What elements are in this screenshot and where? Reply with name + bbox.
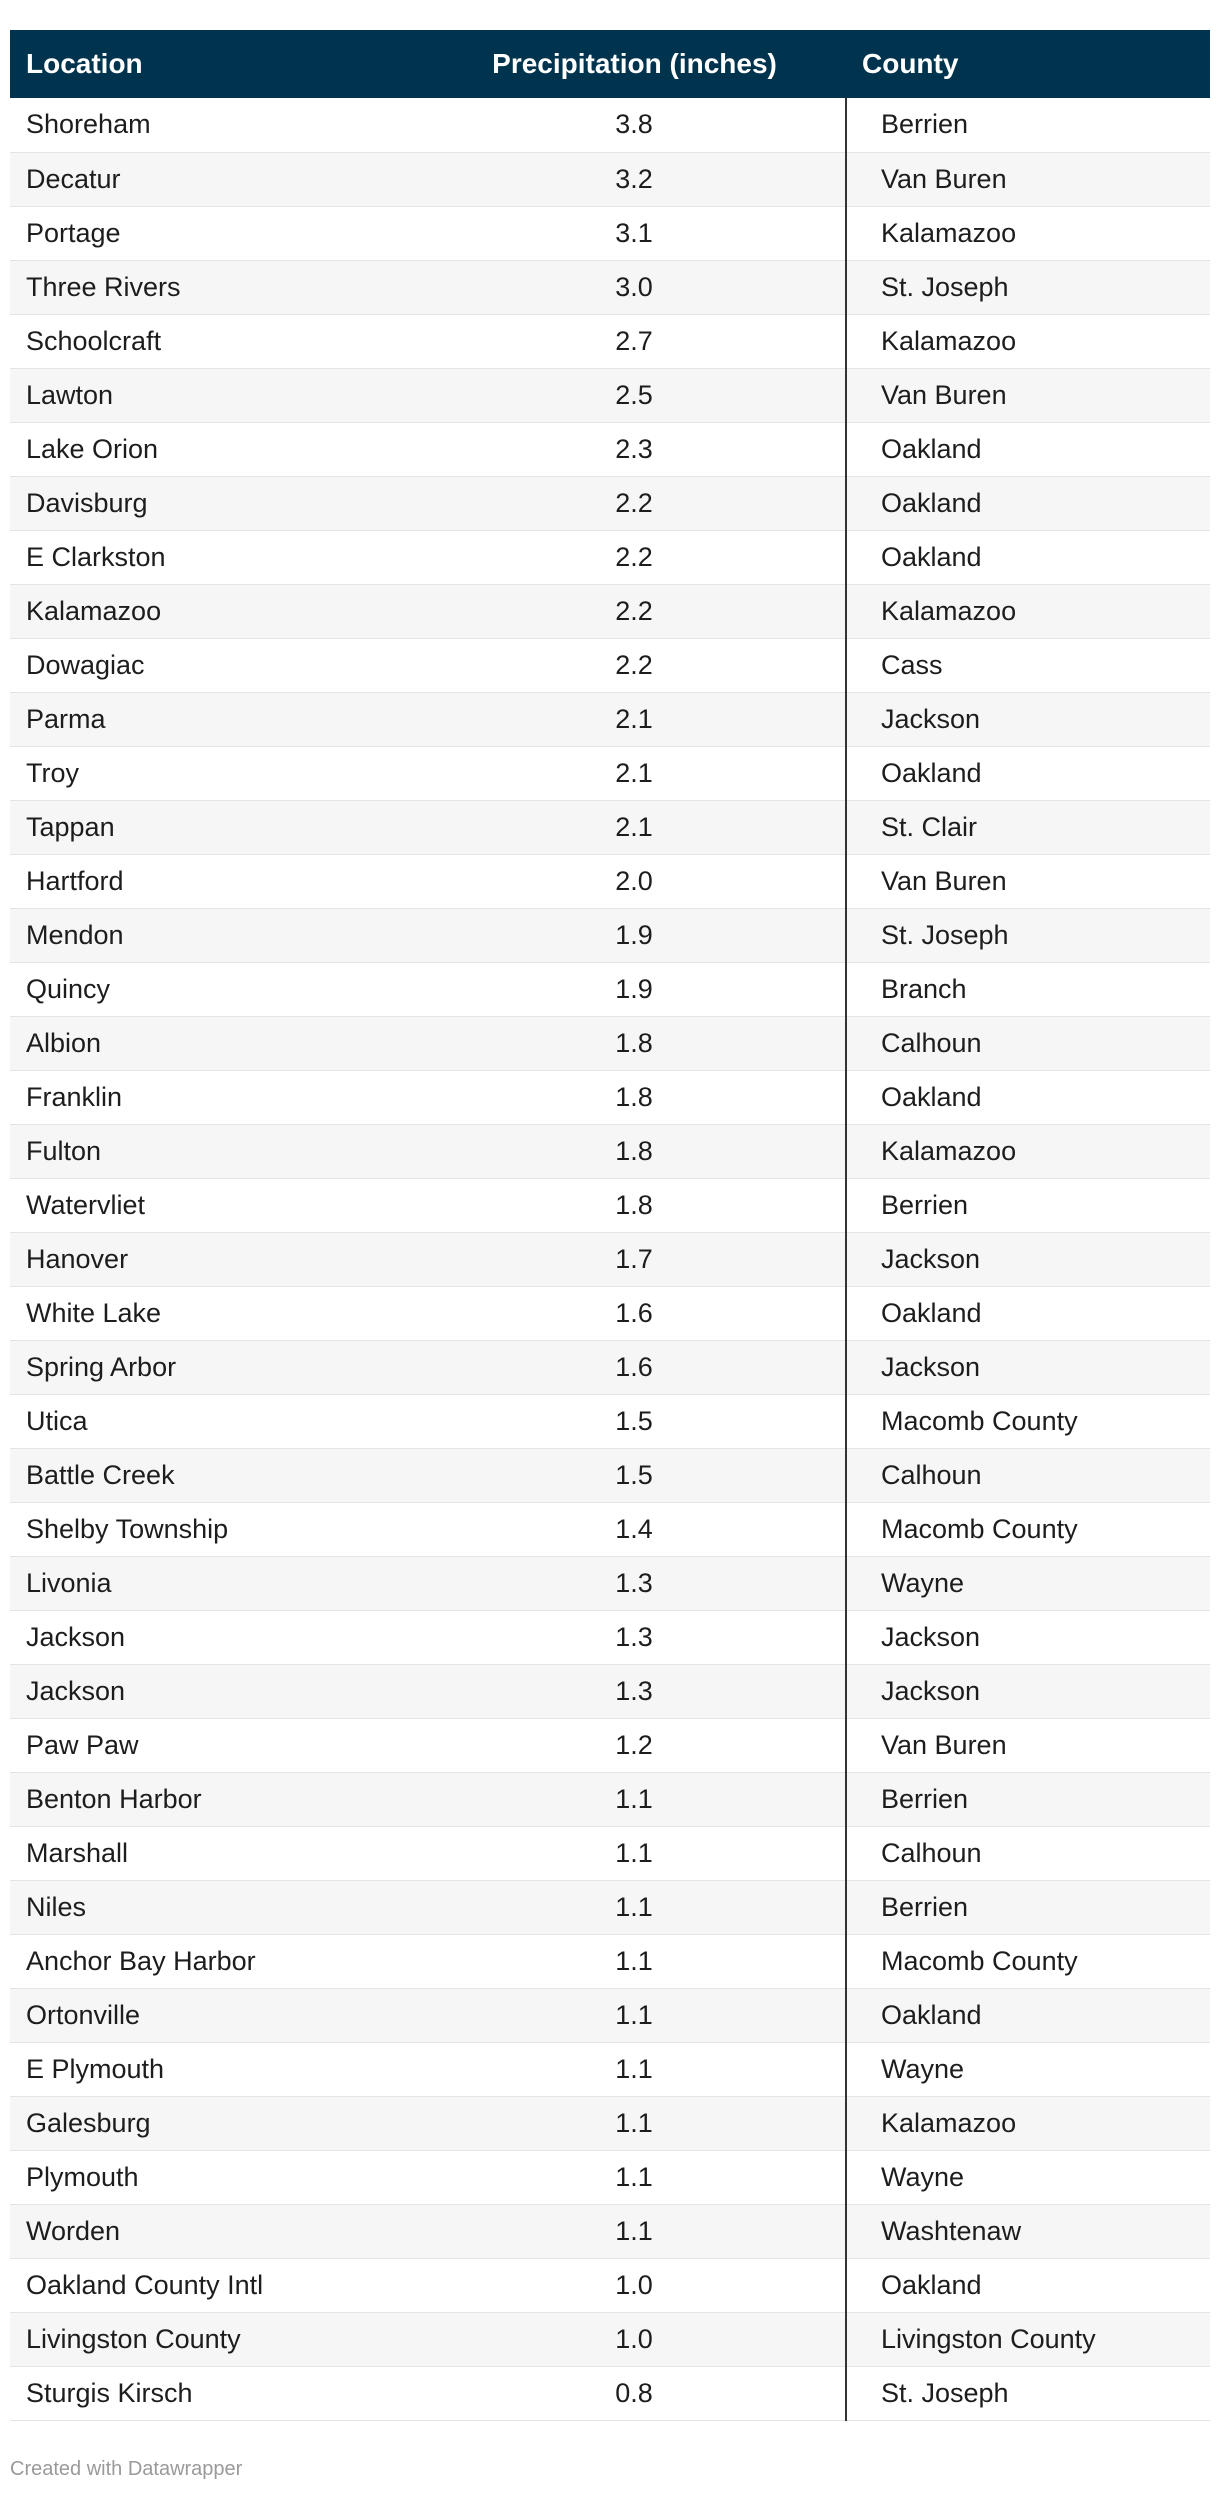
cell-location: Galesburg	[10, 2096, 423, 2150]
cell-precipitation: 1.4	[423, 1502, 846, 1556]
cell-precipitation: 2.2	[423, 476, 846, 530]
cell-location: Marshall	[10, 1826, 423, 1880]
cell-county: Wayne	[846, 1556, 1210, 1610]
table-row	[10, 1070, 1210, 1124]
cell-location: Spring Arbor	[10, 1340, 423, 1394]
cell-precipitation: 1.1	[423, 1826, 846, 1880]
cell-precipitation: 2.1	[423, 692, 846, 746]
table-row	[10, 1124, 1210, 1178]
table-row	[10, 1178, 1210, 1232]
cell-precipitation: 2.2	[423, 638, 846, 692]
cell-location: Hartford	[10, 854, 423, 908]
cell-precipitation: 1.5	[423, 1448, 846, 1502]
cell-location: E Clarkston	[10, 530, 423, 584]
table-row	[10, 746, 1210, 800]
cell-precipitation: 1.6	[423, 1340, 846, 1394]
cell-precipitation: 2.2	[423, 530, 846, 584]
table-row	[10, 1988, 1210, 2042]
column-header-precipitation[interactable]: Precipitation (inches)	[492, 48, 777, 79]
cell-county: Jackson	[846, 1664, 1210, 1718]
cell-county: Van Buren	[846, 854, 1210, 908]
cell-county: Jackson	[846, 1232, 1210, 1286]
table-row	[10, 314, 1210, 368]
cell-county: Oakland	[846, 1988, 1210, 2042]
table-row	[10, 584, 1210, 638]
cell-county: Oakland	[846, 530, 1210, 584]
cell-county: Oakland	[846, 476, 1210, 530]
cell-county: Kalamazoo	[846, 206, 1210, 260]
cell-location: Lake Orion	[10, 422, 423, 476]
cell-precipitation: 1.1	[423, 2150, 846, 2204]
table-row	[10, 2150, 1210, 2204]
cell-precipitation: 1.8	[423, 1070, 846, 1124]
cell-county: St. Joseph	[846, 2366, 1210, 2420]
cell-location: Three Rivers	[10, 260, 423, 314]
table-row	[10, 422, 1210, 476]
cell-precipitation: 1.0	[423, 2312, 846, 2366]
cell-location: Albion	[10, 1016, 423, 1070]
cell-precipitation: 1.8	[423, 1016, 846, 1070]
cell-location: Battle Creek	[10, 1448, 423, 1502]
cell-location: Shelby Township	[10, 1502, 423, 1556]
cell-precipitation: 2.2	[423, 584, 846, 638]
table-row	[10, 530, 1210, 584]
table-row	[10, 2258, 1210, 2312]
cell-precipitation: 1.3	[423, 1664, 846, 1718]
cell-location: Jackson	[10, 1610, 423, 1664]
cell-location: Parma	[10, 692, 423, 746]
footer-credit: Created with Datawrapper	[10, 2458, 243, 2480]
cell-precipitation: 1.8	[423, 1178, 846, 1232]
cell-county: Calhoun	[846, 1826, 1210, 1880]
cell-precipitation: 1.9	[423, 908, 846, 962]
table-row	[10, 962, 1210, 1016]
table-row	[10, 1610, 1210, 1664]
cell-precipitation: 2.1	[423, 800, 846, 854]
cell-precipitation: 1.1	[423, 2042, 846, 2096]
table-row	[10, 1664, 1210, 1718]
cell-precipitation: 2.3	[423, 422, 846, 476]
cell-precipitation: 1.9	[423, 962, 846, 1016]
table-row	[10, 2366, 1210, 2420]
cell-precipitation: 3.0	[423, 260, 846, 314]
cell-precipitation: 1.1	[423, 2204, 846, 2258]
cell-county: Berrien	[846, 98, 1210, 152]
cell-location: Tappan	[10, 800, 423, 854]
cell-county: Oakland	[846, 746, 1210, 800]
table-row	[10, 1556, 1210, 1610]
cell-precipitation: 1.1	[423, 2096, 846, 2150]
table-row	[10, 1934, 1210, 1988]
table-row	[10, 692, 1210, 746]
cell-location: Decatur	[10, 152, 423, 206]
cell-county: Livingston County	[846, 2312, 1210, 2366]
cell-location: Hanover	[10, 1232, 423, 1286]
cell-county: Macomb County	[846, 1394, 1210, 1448]
table-row	[10, 2042, 1210, 2096]
table-row	[10, 1232, 1210, 1286]
cell-county: Kalamazoo	[846, 314, 1210, 368]
cell-county: Oakland	[846, 2258, 1210, 2312]
table-row	[10, 1718, 1210, 1772]
cell-county: Oakland	[846, 1070, 1210, 1124]
cell-county: Washtenaw	[846, 2204, 1210, 2258]
cell-county: Van Buren	[846, 1718, 1210, 1772]
cell-county: Van Buren	[846, 152, 1210, 206]
cell-location: Utica	[10, 1394, 423, 1448]
cell-location: Quincy	[10, 962, 423, 1016]
cell-precipitation: 0.8	[423, 2366, 846, 2420]
cell-location: Watervliet	[10, 1178, 423, 1232]
cell-county: Branch	[846, 962, 1210, 1016]
table-row	[10, 1340, 1210, 1394]
cell-location: Sturgis Kirsch	[10, 2366, 423, 2420]
cell-precipitation: 1.3	[423, 1556, 846, 1610]
cell-county: Jackson	[846, 692, 1210, 746]
cell-location: Schoolcraft	[10, 314, 423, 368]
cell-precipitation: 1.8	[423, 1124, 846, 1178]
table-body	[10, 98, 1210, 2420]
cell-county: Van Buren	[846, 368, 1210, 422]
cell-precipitation: 1.3	[423, 1610, 846, 1664]
cell-location: Jackson	[10, 1664, 423, 1718]
table-header-row	[10, 30, 1210, 98]
cell-precipitation: 1.5	[423, 1394, 846, 1448]
column-header-location[interactable]: Location	[26, 48, 143, 79]
cell-county: Kalamazoo	[846, 584, 1210, 638]
cell-location: Livonia	[10, 1556, 423, 1610]
cell-location: Fulton	[10, 1124, 423, 1178]
table-row	[10, 1448, 1210, 1502]
cell-location: Franklin	[10, 1070, 423, 1124]
cell-county: Calhoun	[846, 1016, 1210, 1070]
cell-location: Livingston County	[10, 2312, 423, 2366]
cell-location: Worden	[10, 2204, 423, 2258]
cell-location: Paw Paw	[10, 1718, 423, 1772]
cell-precipitation: 3.1	[423, 206, 846, 260]
table-row	[10, 260, 1210, 314]
cell-county: Oakland	[846, 1286, 1210, 1340]
cell-county: Oakland	[846, 422, 1210, 476]
cell-location: Kalamazoo	[10, 584, 423, 638]
cell-county: St. Joseph	[846, 908, 1210, 962]
cell-county: St. Clair	[846, 800, 1210, 854]
cell-location: Benton Harbor	[10, 1772, 423, 1826]
cell-location: Oakland County Intl	[10, 2258, 423, 2312]
column-header-county[interactable]: County	[862, 48, 959, 79]
cell-precipitation: 1.1	[423, 1988, 846, 2042]
table-row	[10, 1502, 1210, 1556]
cell-location: Lawton	[10, 368, 423, 422]
cell-county: Jackson	[846, 1610, 1210, 1664]
cell-location: Mendon	[10, 908, 423, 962]
table-row	[10, 1286, 1210, 1340]
cell-county: Berrien	[846, 1772, 1210, 1826]
cell-location: Plymouth	[10, 2150, 423, 2204]
table-row	[10, 1016, 1210, 1070]
table-container	[10, 30, 1210, 2421]
cell-location: Ortonville	[10, 1988, 423, 2042]
table-row	[10, 1826, 1210, 1880]
table-row	[10, 800, 1210, 854]
cell-precipitation: 1.7	[423, 1232, 846, 1286]
cell-precipitation: 2.7	[423, 314, 846, 368]
cell-location: Shoreham	[10, 98, 423, 152]
cell-location: Portage	[10, 206, 423, 260]
cell-location: Davisburg	[10, 476, 423, 530]
cell-location: White Lake	[10, 1286, 423, 1340]
cell-county: Calhoun	[846, 1448, 1210, 1502]
cell-location: Dowagiac	[10, 638, 423, 692]
cell-county: Macomb County	[846, 1502, 1210, 1556]
table-row	[10, 1880, 1210, 1934]
cell-county: Macomb County	[846, 1934, 1210, 1988]
precipitation-table	[10, 30, 1210, 2421]
cell-precipitation: 2.0	[423, 854, 846, 908]
cell-county: Kalamazoo	[846, 2096, 1210, 2150]
cell-county: Wayne	[846, 2042, 1210, 2096]
table-row	[10, 638, 1210, 692]
cell-precipitation: 3.2	[423, 152, 846, 206]
cell-county: Kalamazoo	[846, 1124, 1210, 1178]
table-row	[10, 2204, 1210, 2258]
table-row	[10, 908, 1210, 962]
cell-county: Wayne	[846, 2150, 1210, 2204]
cell-location: Niles	[10, 1880, 423, 1934]
cell-precipitation: 1.1	[423, 1934, 846, 1988]
table-row	[10, 476, 1210, 530]
cell-location: E Plymouth	[10, 2042, 423, 2096]
cell-precipitation: 1.1	[423, 1880, 846, 1934]
cell-county: Jackson	[846, 1340, 1210, 1394]
cell-county: Cass	[846, 638, 1210, 692]
cell-precipitation: 2.5	[423, 368, 846, 422]
cell-precipitation: 2.1	[423, 746, 846, 800]
cell-precipitation: 1.1	[423, 1772, 846, 1826]
table-row	[10, 854, 1210, 908]
cell-location: Troy	[10, 746, 423, 800]
table-row	[10, 368, 1210, 422]
table-row	[10, 98, 1210, 152]
table-row	[10, 2312, 1210, 2366]
cell-county: Berrien	[846, 1880, 1210, 1934]
cell-county: St. Joseph	[846, 260, 1210, 314]
table-row	[10, 152, 1210, 206]
cell-precipitation: 1.0	[423, 2258, 846, 2312]
cell-precipitation: 1.2	[423, 1718, 846, 1772]
cell-location: Anchor Bay Harbor	[10, 1934, 423, 1988]
table-row	[10, 1394, 1210, 1448]
cell-county: Berrien	[846, 1178, 1210, 1232]
table-row	[10, 2096, 1210, 2150]
table-row	[10, 206, 1210, 260]
table-row	[10, 1772, 1210, 1826]
cell-precipitation: 3.8	[423, 98, 846, 152]
cell-precipitation: 1.6	[423, 1286, 846, 1340]
